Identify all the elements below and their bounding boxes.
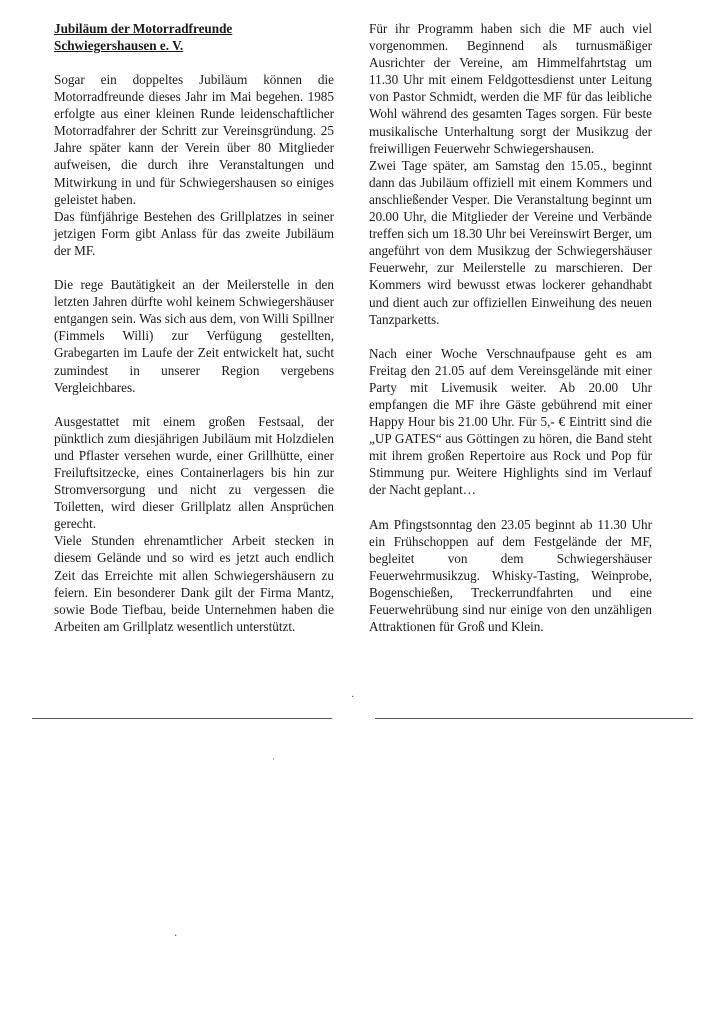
paragraph: Ausgestattet mit einem großen Festsaal, der pünktlich zum diesjährigen Jubiläum mit Holzdielen und Pflaster versehen wurde, einer Grillhütte, einer Freiluftsitzecke, eines Containerlagers bis hin zur Stromversorgung und nicht zu vergessen die Toiletten, wird dieser Grillplatz allen Ansprüchen gerecht. [54,413,334,532]
title-line-1: Jubiläum der Motorradfreunde [54,21,233,36]
paragraph: Am Pfingstsonntag den 23.05 beginnt ab 11.30 Uhr ein Frühschoppen auf dem Festgelände der MF, begleitet von dem Schwiegershäuser Feuerwehrmusikzug. Whisky-Tasting, Weinprobe, Bogenschießen, Treckerrundfahrten und eine Feuerwehrübung sind nur einige von den unzähligen Attraktionen für Groß und Klein. [369,516,652,635]
right-column [369,20,652,635]
paragraph: Viele Stunden ehrenamtlicher Arbeit stecken in diesem Gelände und so wird es jetzt auch endlich Zeit das Erreichte mit allen Schwiegershäusern zu feiern. Ein besonderer Dank gilt der Firma Mantz, sowie Bode Tiefbau, beide Unternehmen haben die Arbeiten am Grillplatz wesentlich unterstützt. [54,533,334,634]
title-line-2: Schwiegershausen e. V. [54,38,184,53]
article-title [54,20,334,54]
paragraph: Zwei Tage später, am Samstag den 15.05., beginnt dann das Jubiläum offiziell mit einem Kommers und anschließender Vesper. Die Veranstaltung beginnt um 20.00 Uhr, die Mitglieder der Vereine und Verbände treffen sich um 18.30 Uhr bei Vereinswirt Berger, um angeführt von dem Musikzug der Schwiegershäuser Feuerwehr, zur Meilerstelle zu marschieren. Der Kommers wird bewusst etwas lockerer gehandhabt und dient auch zur offiziellen Einweihung des neuen Tanzparketts. [369,157,652,327]
scan-speck: ˈ [272,757,276,768]
paragraph: Die rege Bautätigkeit an der Meilerstelle in den letzten Jahren dürfte wohl keinem Schwiegershäuser entgangen sein. Was sich aus dem, von Willi Spillner (Fimmels Willi) zur Verfügung gestellten, Grabegarten im Laufe der Zeit entwickelt hat, sucht zumindest in unserer Region vergebens Vergleichbares. [54,277,334,395]
paragraph: Für ihr Programm haben sich die MF auch viel vorgenommen. Beginnend als turnusmäßiger Ausrichter der Vereine, am Himmelfahrtstag um 11.30 Uhr mit einem Feldgottesdienst unter Leitung von Pastor Schmidt, werden die MF für das leibliche Wohl während des gesamten Tages sorgen. Für beste musikalische Unterhaltung sorgt der Musikzug der freiwilligen Feuerwehr Schwiegershausen. [369,21,652,156]
paragraph: Nach einer Woche Verschnaufpause geht es am Freitag den 21.05 auf dem Vereinsgelände mit einer Party mit Livemusik weiter. Ab 20.00 Uhr empfangen die MF ihre Gäste gebührend mit einer Happy Hour bis 21.00 Uhr. Für 5,- € Eintritt sind die „UP GATES“ aus Göttingen zu hören, die Band steht mit ihrem großen Repertoire aus Rock und Pop für Stimmung pur. Weitere Highlights sind im Verlauf der Nacht geplant… [369,345,652,498]
scan-speck: · [174,931,178,942]
paragraph: Sogar ein doppeltes Jubiläum können die Motorradfreunde dieses Jahr im Mai begehen. 1985 erfolgte aus einer kleinen Runde leidenschaftlicher Motorradfahrer der Schritt zur Vereinsgründung. 25 Jahre später kann der Verein über 80 Mitglieder aufweisen, die durch ihre Veranstaltungen und Mitwirkung in und für Schwiegershausen so einiges geleistet haben. [54,72,334,207]
horizontal-rule [375,718,693,719]
scan-speck: · [351,692,355,703]
left-column [54,20,334,635]
horizontal-rule [32,718,332,719]
paragraph: Das fünfjährige Bestehen des Grillplatzes in seiner jetzigen Form gibt Anlass für das zweite Jubiläum der MF. [54,208,334,258]
